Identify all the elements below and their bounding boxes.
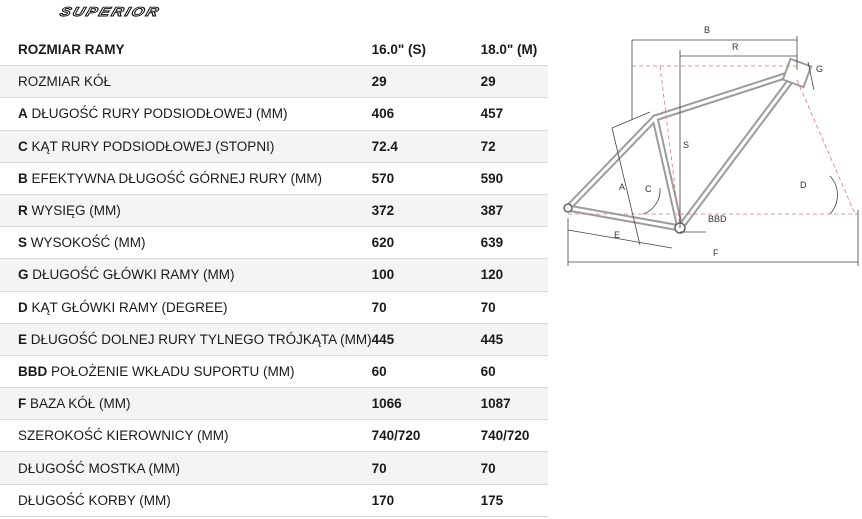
value-size-m: 60: [481, 355, 548, 387]
value-size-m: 639: [481, 227, 548, 259]
table-row: [0, 484, 548, 516]
row-label: [0, 162, 372, 194]
table-row: [0, 291, 548, 323]
row-label: [0, 291, 372, 323]
header-size-m: 18.0" (M): [481, 34, 548, 66]
dimension-name: WYSOKOŚĆ (MM): [30, 235, 146, 251]
geometry-table: [0, 34, 548, 517]
label-s: S: [683, 140, 690, 150]
label-a: A: [619, 182, 626, 192]
table-header-row: [0, 34, 548, 66]
dimension-code: A: [18, 106, 28, 122]
value-size-m: 175: [481, 484, 548, 516]
value-size-m: 445: [481, 323, 548, 355]
dimension-code: F: [18, 396, 27, 412]
row-label: [0, 452, 372, 484]
value-size-s: 100: [372, 259, 481, 291]
table-row: [0, 130, 548, 162]
value-size-m: 740/720: [481, 420, 548, 452]
value-size-m: 457: [481, 98, 548, 130]
dimension-name: DŁUGOŚĆ GŁÓWKI RAMY (MM): [32, 267, 235, 283]
table-row: [0, 323, 548, 355]
table-row: [0, 452, 548, 484]
table-row: [0, 355, 548, 387]
value-size-s: 70: [372, 452, 481, 484]
row-label: [0, 259, 372, 291]
dimension-code: BBD: [18, 363, 48, 379]
dimension-name: SZEROKOŚĆ KIEROWNICY (MM): [18, 428, 229, 444]
value-size-s: 406: [372, 98, 481, 130]
value-size-m: 387: [481, 194, 548, 226]
table-row: [0, 66, 548, 98]
dimension-lines: [568, 36, 858, 266]
value-size-s: 740/720: [372, 420, 481, 452]
rear-dropout: [564, 204, 572, 212]
table-row: [0, 227, 548, 259]
dimension-name: ROZMIAR KÓŁ: [18, 74, 112, 90]
value-size-m: 120: [481, 259, 548, 291]
value-size-s: 620: [372, 227, 481, 259]
bike-frame: [568, 72, 797, 228]
dimension-code: G: [18, 267, 29, 283]
row-label: [0, 484, 372, 516]
value-size-s: 570: [372, 162, 481, 194]
dimension-code: B: [18, 170, 28, 186]
row-label: [0, 323, 372, 355]
dimension-code: D: [18, 299, 28, 315]
value-size-s: 60: [372, 355, 481, 387]
superior-logo: SUPERIOR: [57, 5, 162, 20]
table-row: [0, 194, 548, 226]
value-size-m: 29: [481, 66, 548, 98]
table-row: [0, 420, 548, 452]
value-size-s: 1066: [372, 388, 481, 420]
frame-geometry-diagram: [548, 0, 862, 270]
dimension-code: E: [18, 331, 28, 347]
dimension-code: C: [18, 138, 28, 154]
row-label: [0, 130, 372, 162]
value-size-s: 372: [372, 194, 481, 226]
value-size-m: 1087: [481, 388, 548, 420]
dimension-name: WYSIĘG (MM): [31, 203, 121, 219]
table-row: [0, 259, 548, 291]
table-row: [0, 162, 548, 194]
dimension-name: DŁUGOŚĆ RURY PODSIODŁOWEJ (MM): [31, 106, 288, 122]
label-bbd: BBD: [708, 214, 727, 224]
dimension-name: DŁUGOŚĆ DOLNEJ RURY TYLNEGO TRÓJKĄTA (MM): [30, 331, 372, 347]
reference-lines: [568, 66, 858, 228]
value-size-m: 70: [481, 291, 548, 323]
dimension-name: DŁUGOŚĆ MOSTKA (MM): [18, 460, 181, 476]
value-size-s: 72.4: [372, 130, 481, 162]
dimension-name: KĄT RURY PODSIODŁOWEJ (STOPNI): [31, 138, 275, 154]
value-size-m: 590: [481, 162, 548, 194]
value-size-s: 170: [372, 484, 481, 516]
header-label: ROZMIAR RAMY: [0, 34, 372, 66]
dimension-name: BAZA KÓŁ (MM): [30, 396, 131, 412]
row-label: [0, 98, 372, 130]
label-f: F: [713, 248, 719, 258]
dimension-code: S: [18, 235, 28, 251]
label-r: R: [732, 42, 739, 52]
row-label: [0, 194, 372, 226]
header-size-s: 16.0" (S): [372, 34, 481, 66]
dimension-name: EFEKTYWNA DŁUGOŚĆ GÓRNEJ RURY (MM): [31, 170, 323, 186]
value-size-s: 70: [372, 291, 481, 323]
table-row: [0, 98, 548, 130]
dimension-name: KĄT GŁÓWKI RAMY (DEGREE): [31, 299, 228, 315]
label-e: E: [614, 230, 621, 240]
value-size-m: 70: [481, 452, 548, 484]
value-size-s: 29: [372, 66, 481, 98]
label-c: C: [645, 184, 652, 194]
row-label: [0, 420, 372, 452]
row-label: [0, 388, 372, 420]
row-label: [0, 227, 372, 259]
table-row: [0, 388, 548, 420]
dimension-code: R: [18, 203, 28, 219]
label-g: G: [816, 64, 824, 74]
label-d: D: [800, 180, 807, 190]
dimension-name: POŁOŻENIE WKŁADU SUPORTU (MM): [51, 363, 295, 379]
label-b: B: [704, 25, 711, 35]
dimension-name: DŁUGOŚĆ KORBY (MM): [18, 492, 171, 508]
row-label: [0, 66, 372, 98]
value-size-m: 72: [481, 130, 548, 162]
row-label: [0, 355, 372, 387]
value-size-s: 445: [372, 323, 481, 355]
